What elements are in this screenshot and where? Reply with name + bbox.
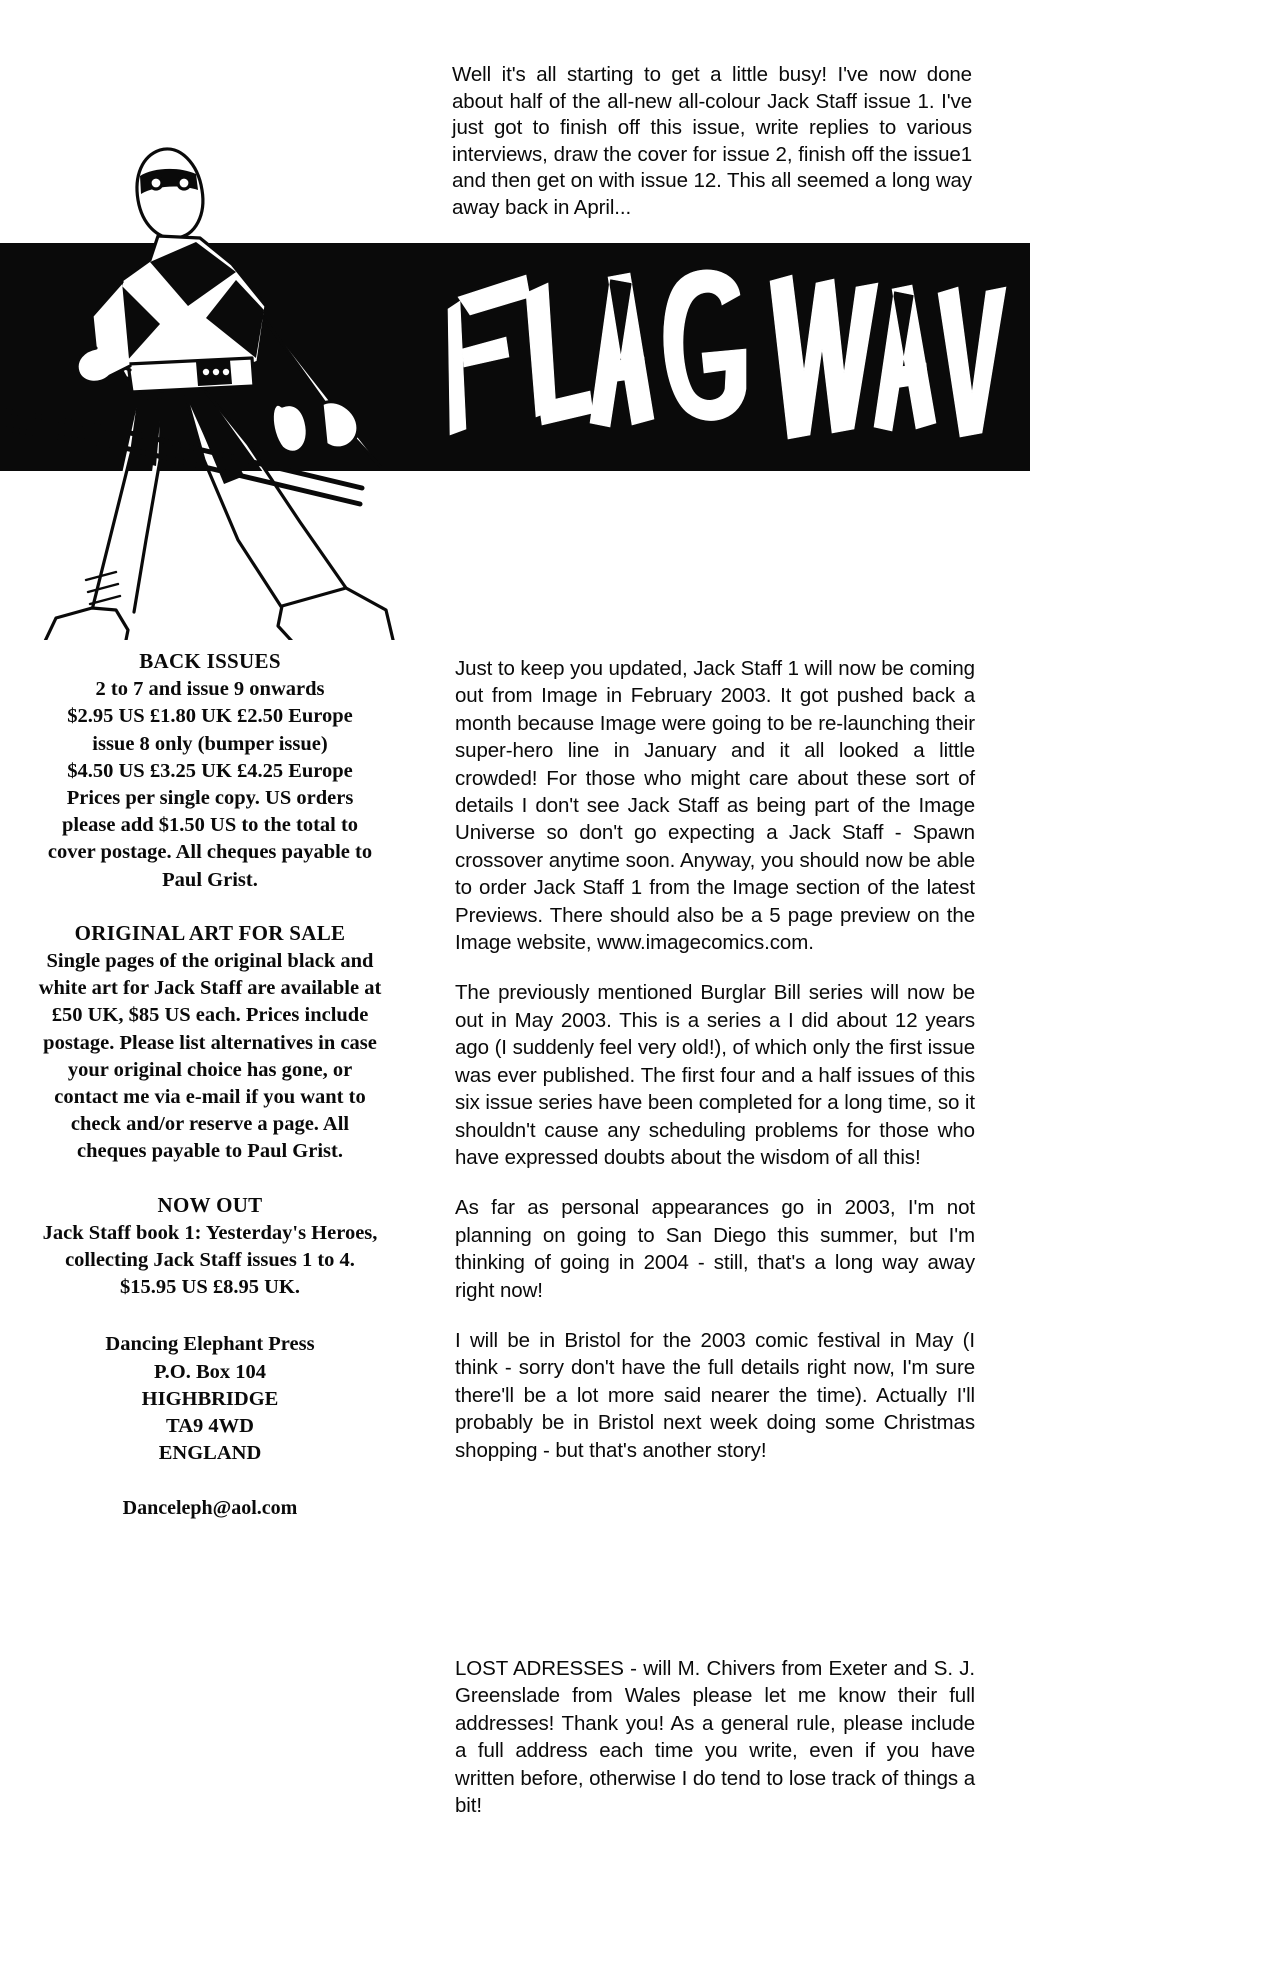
editorial-paragraph: I will be in Bristol for the 2003 comic festival in May (I think - sorry don't have the full details right now, I'm sure there'll be a lot more said nearer the time). Actually I'll probably be in Bristol next week doing some Christmas shopping - but that's another story! — [455, 1328, 975, 1462]
editorial-paragraph: The previously mentioned Burglar Bill series will now be out in May 2003. This is a series a I did about 12 years ago (I suddenly feel very old!), of which only the first issue was ever published. The first four and a half issues of this six issue series have been completed for a long time, so it shouldn't cause any scheduling problems for those who have expressed doubts about the wisdom of all this! — [455, 981, 975, 1169]
back-issues-line: 2 to 7 and issue 9 onwards — [95, 678, 325, 701]
original-art-line: contact me via e-mail if you want to — [54, 1086, 366, 1109]
original-art-line: postage. Please list alternatives in case — [43, 1031, 377, 1054]
right-editorial-column — [455, 655, 975, 1464]
back-issues-block — [14, 648, 406, 894]
address-line: TA9 4WD — [166, 1415, 254, 1438]
back-issues-line: Paul Grist. — [162, 868, 258, 891]
original-art-line: check and/or reserve a page. All — [70, 1113, 350, 1136]
back-issues-line: please add $1.50 US to the total to — [61, 814, 359, 837]
address-line: HIGHBRIDGE — [141, 1387, 279, 1410]
back-issues-line: cover postage. All cheques payable to — [47, 841, 373, 864]
original-art-line: cheques payable to Paul Grist. — [77, 1140, 343, 1163]
address-line: ENGLAND — [158, 1442, 262, 1465]
back-issues-line: Prices per single copy. US orders — [66, 787, 354, 810]
original-art-line: white art for Jack Staff are available at — [38, 977, 382, 1000]
editorial-paragraph: As far as personal appearances go in 2003, I'm not planning on going to San Diego this summer, but I'm thinking of going in 2004 - still, that's a long way away right now! — [455, 1196, 975, 1302]
left-info-column — [14, 648, 406, 1523]
back-issues-line: issue 8 only (bumper issue) — [92, 732, 328, 755]
lost-addresses-paragraph: LOST ADRESSES - will M. Chivers from Exeter and S. J. Greenslade from Wales please let me know their full addresses! Thank you! As a general rule, please include a full address each time you write, even if you have written before, otherwise I do tend to lose track of things a bit! — [455, 1657, 975, 1818]
original-art-line: Single pages of the original black and — [46, 950, 374, 973]
original-art-heading: ORIGINAL ART FOR SALE — [74, 920, 346, 945]
now-out-line: $15.95 US £8.95 UK. — [120, 1276, 300, 1299]
original-art-block — [14, 920, 406, 1166]
address-line: P.O. Box 104 — [153, 1360, 266, 1383]
lost-addresses-block — [455, 1655, 975, 1819]
original-art-line: your original choice has gone, or — [67, 1058, 353, 1081]
email-address: Danceleph@aol.com — [122, 1497, 298, 1520]
back-issues-line: $4.50 US £3.25 UK £4.25 Europe — [67, 759, 353, 782]
hero-character-illustration — [0, 110, 430, 640]
now-out-line: collecting Jack Staff issues 1 to 4. — [65, 1249, 355, 1272]
back-issues-line: $2.95 US £1.80 UK £2.50 Europe — [67, 705, 353, 728]
back-issues-heading: BACK ISSUES — [139, 649, 281, 673]
now-out-heading: NOW OUT — [157, 1192, 263, 1217]
publisher-address-block — [14, 1331, 406, 1467]
now-out-block — [14, 1192, 406, 1302]
original-art-line: £50 UK, $85 US each. Prices include — [51, 1004, 369, 1027]
now-out-line: Jack Staff book 1: Yesterday's Heroes, — [42, 1221, 378, 1244]
address-line: Dancing Elephant Press — [105, 1333, 315, 1356]
flag-waving-logo — [440, 253, 1020, 463]
intro-paragraph: Well it's all starting to get a little busy! I've now done about half of the all-new all-colour Jack Staff issue 1. I've just got to finish off this issue, write replies to various interviews, draw the cover for issue 2, finish off the issue1 and then get on with issue 12. This all seemed a long way away back in April... — [452, 63, 972, 219]
editorial-paragraph: Just to keep you updated, Jack Staff 1 will now be coming out from Image in February 2003. It got pushed back a month because Image were going to be re-launching their super-hero line in January and it all looked a little crowded! For those who might care about these sort of details I don't see Jack Staff as being part of the Image Universe so don't go expecting a Jack Staff - Spawn crossover anytime soon. Anyway, you should now be able to order Jack Staff 1 from the Image section of the latest Previews. There should also be a 5 page preview on the Image website, www.imagecomics.com. — [455, 657, 975, 955]
